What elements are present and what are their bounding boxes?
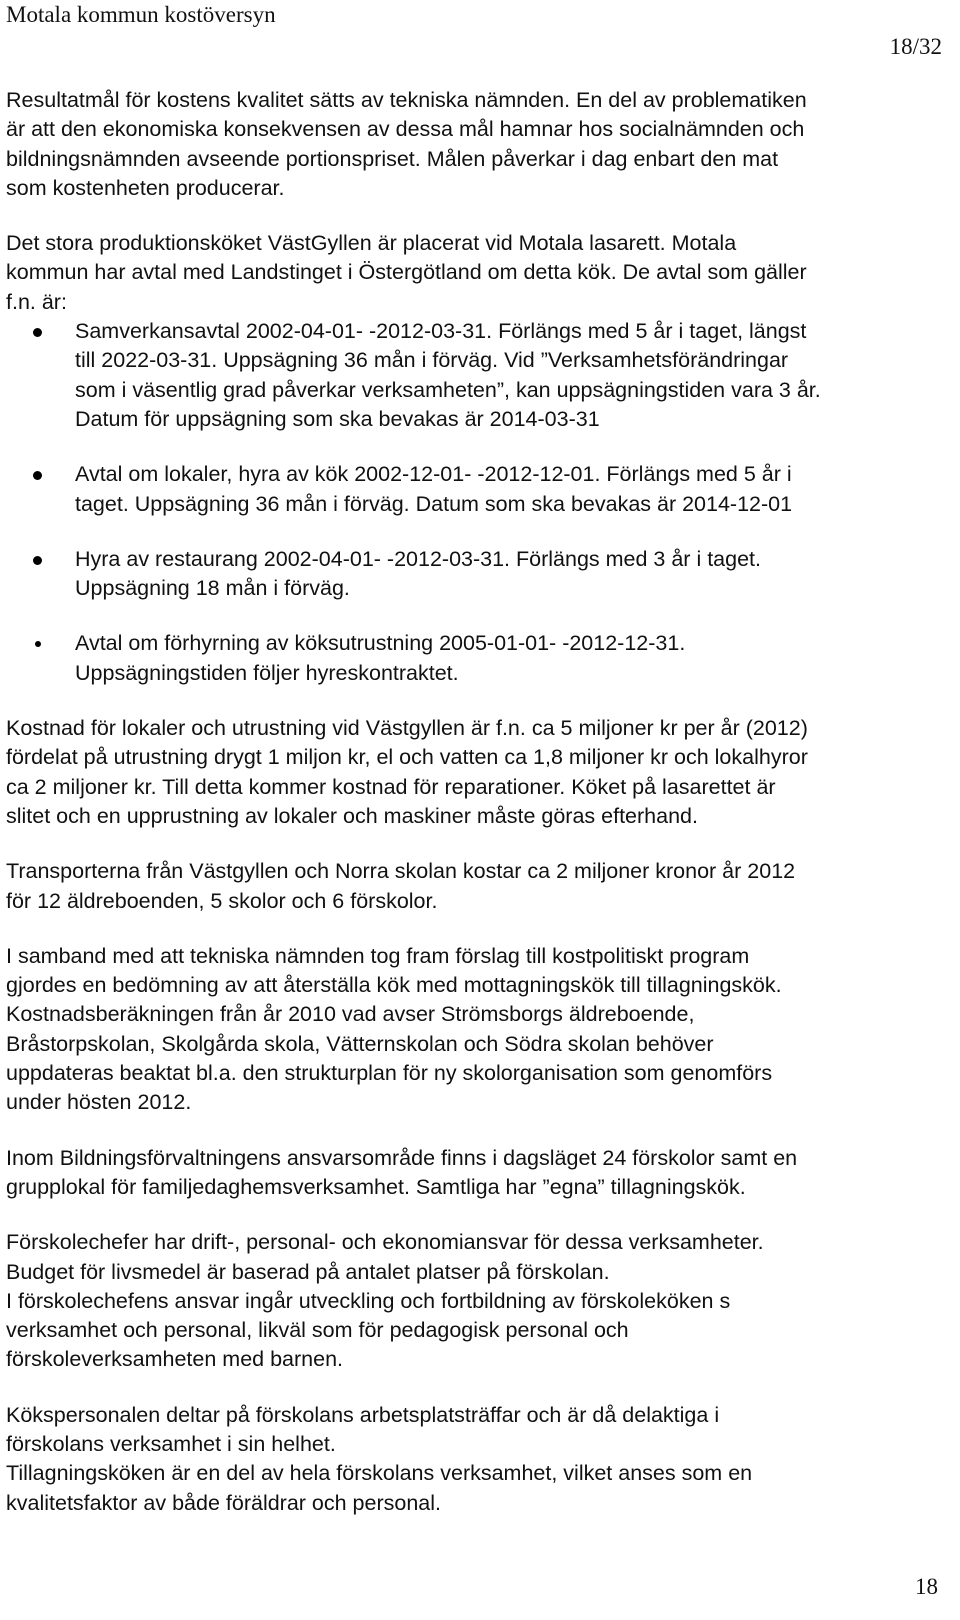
- text-line: ca 2 miljoner kr. Till detta kommer kostnad för reparationer. Köket på lasarettet är: [6, 774, 776, 799]
- text-line: Tillagningsköken är en del av hela förskolans verksamhet, vilket anses som en: [6, 1461, 753, 1486]
- bullet-icon: [33, 471, 42, 480]
- page-indicator: 18/32: [889, 34, 942, 59]
- text-line: Förskolechefer har drift-, personal- och ekonomiansvar för dessa verksamheter.: [6, 1230, 764, 1255]
- text-line: grupplokal för familjedaghemsverksamhet. Samtliga har ”egna” tillagningskök.: [6, 1174, 746, 1199]
- list-item: [6, 629, 956, 688]
- text-line: Avtal om förhyrning av köksutrustning 2005-01-01- -2012-12-31.: [75, 631, 686, 656]
- text-line: I förskolechefens ansvar ingår utveckling och fortbildning av förskoleköken s: [6, 1288, 731, 1313]
- text-line: f.n. är:: [6, 289, 67, 314]
- paragraph-staff: [6, 1401, 956, 1518]
- text-line: Avtal om lokaler, hyra av kök 2002-12-01- -2012-12-01. Förlängs med 5 år i: [75, 462, 792, 487]
- text-line: förskolans verksamhet i sin helhet.: [6, 1431, 336, 1456]
- list-item: [6, 545, 956, 604]
- text-line: Budget för livsmedel är baserad på antalet platser på förskolan.: [6, 1259, 610, 1284]
- text-line: som kostenheten producerar.: [6, 175, 285, 200]
- list-item: [6, 460, 956, 519]
- text-line: är att den ekonomiska konsekvensen av dessa mål hamnar hos socialnämnden och: [6, 117, 805, 142]
- text-line: I samband med att tekniska nämnden tog fram förslag till kostpolitiskt program: [6, 943, 750, 968]
- text-line: Det stora produktionsköket VästGyllen är placerat vid Motala lasarett. Motala: [6, 231, 737, 256]
- text-line: fördelat på utrustning drygt 1 miljon kr, el och vatten ca 1,8 miljoner kr och lokalhyror: [6, 745, 808, 770]
- footer-page-number: 18: [915, 1574, 938, 1599]
- text-line: kommun har avtal med Landstinget i Östergötland om detta kök. De avtal som gäller: [6, 260, 807, 285]
- paragraph-intro: [6, 86, 956, 203]
- text-line: verksamhet och personal, likväl som för pedagogisk personal och: [6, 1318, 629, 1343]
- paragraph-transport: [6, 857, 956, 916]
- text-line: för 12 äldreboenden, 5 skolor och 6 förskolor.: [6, 888, 438, 913]
- text-line: Samverkansavtal 2002-04-01- -2012-03-31. Förlängs med 5 år i taget, längst: [75, 319, 807, 344]
- text-line: gjordes en bedömning av att återställa kök med mottagningskök till tillagningskök.: [6, 973, 782, 998]
- bullet-icon: [33, 556, 42, 565]
- text-line: taget. Uppsägning 36 mån i förväg. Datum som ska bevakas är 2014-12-01: [75, 491, 793, 516]
- text-line: Transporterna från Västgyllen och Norra skolan kostar ca 2 miljoner kronor år 2012: [6, 859, 796, 884]
- paragraph-managers: [6, 1228, 956, 1374]
- text-line: bildningsnämnden avseende portionspriset. Målen påverkar i dag enbart den mat: [6, 146, 779, 171]
- text-line: Hyra av restaurang 2002-04-01- -2012-03-31. Förlängs med 3 år i taget.: [75, 546, 761, 571]
- text-line: Bråstorpskolan, Skolgårda skola, Vätternskolan och Södra skolan behöver: [6, 1031, 714, 1056]
- text-line: slitet och en upprustning av lokaler och maskiner måste göras efterhand.: [6, 803, 698, 828]
- text-line: Uppsägning 18 mån i förväg.: [75, 576, 350, 601]
- text-line: som i väsentlig grad påverkar verksamheten”, kan uppsägningstiden vara 3 år.: [75, 377, 821, 402]
- bullet-icon: [35, 641, 41, 647]
- text-line: Uppsägningstiden följer hyreskontraktet.: [75, 660, 459, 685]
- paragraph-costs: [6, 714, 956, 831]
- bullet-icon: [33, 328, 42, 337]
- text-line: Datum för uppsägning som ska bevakas är 2014-03-31: [75, 406, 600, 431]
- text-line: till 2022-03-31. Uppsägning 36 mån i förväg. Vid ”Verksamhetsförändringar: [75, 348, 789, 373]
- paragraph-proposal: [6, 942, 956, 1118]
- text-line: Inom Bildningsförvaltningens ansvarsområde finns i dagsläget 24 förskolor samt en: [6, 1145, 798, 1170]
- document-body: [6, 86, 956, 1518]
- list-item: [6, 317, 956, 434]
- text-line: uppdateras beaktat bl.a. den strukturplan för ny skolorganisation som genomförs: [6, 1061, 773, 1086]
- paragraph-preschools: [6, 1144, 956, 1203]
- text-line: förskoleverksamheten med barnen.: [6, 1347, 344, 1372]
- text-line: Resultatmål för kostens kvalitet sätts av tekniska nämnden. En del av problematiken: [6, 88, 807, 112]
- text-line: Kostnadsberäkningen från år 2010 vad avser Strömsborgs äldreboende,: [6, 1002, 695, 1027]
- paragraph-kitchen: [6, 229, 956, 317]
- agreement-list: [6, 317, 956, 688]
- text-line: kvalitetsfaktor av både föräldrar och personal.: [6, 1490, 442, 1515]
- document-header-title: Motala kommun kostöversyn: [6, 2, 276, 27]
- text-line: under hösten 2012.: [6, 1090, 192, 1115]
- text-line: Kostnad för lokaler och utrustning vid Västgyllen är f.n. ca 5 miljoner kr per år (2012): [6, 716, 808, 741]
- text-line: Kökspersonalen deltar på förskolans arbetsplatsträffar och är då delaktiga i: [6, 1402, 720, 1427]
